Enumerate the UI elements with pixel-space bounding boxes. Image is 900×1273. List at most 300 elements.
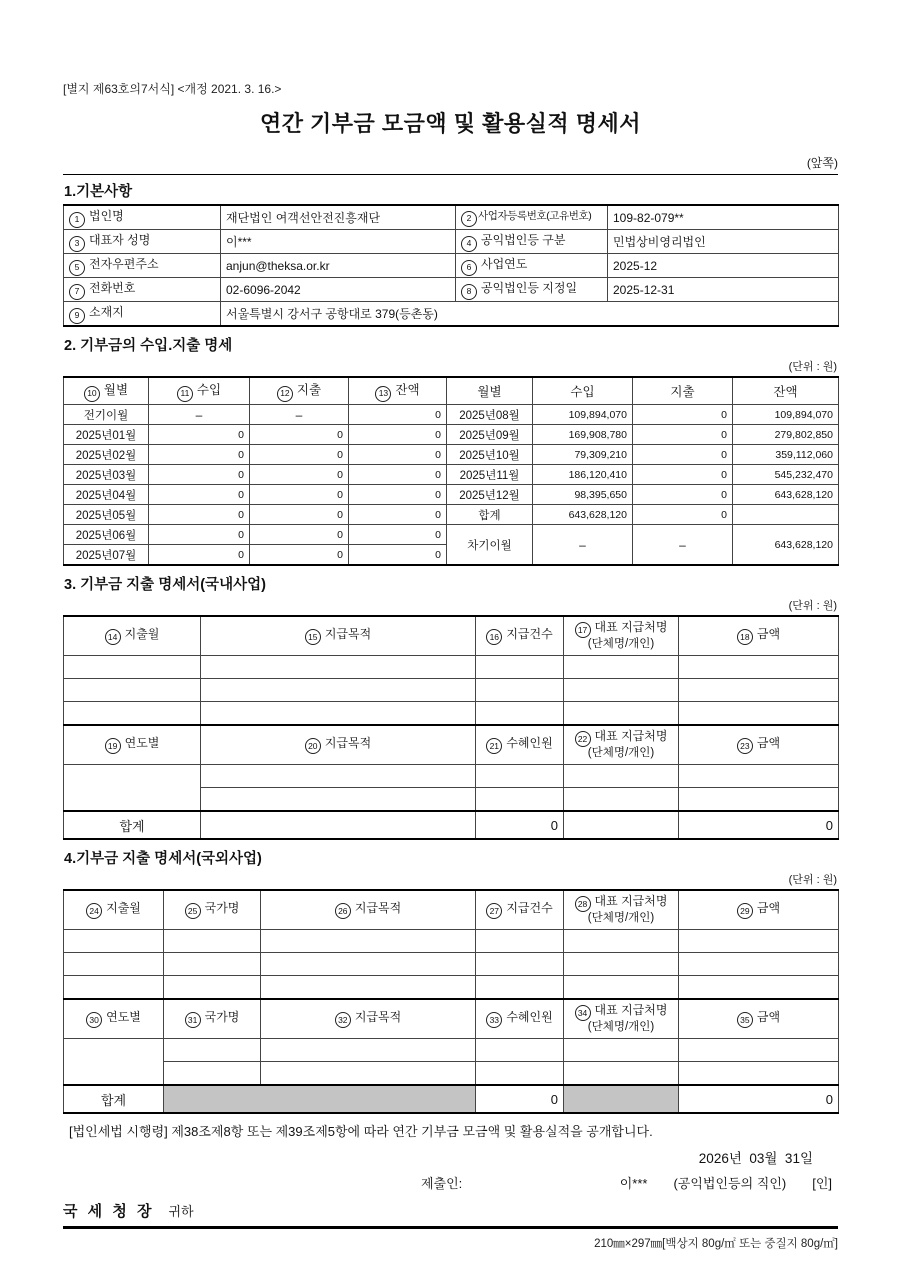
month-cell: 2025년07월 xyxy=(64,545,149,566)
circled-number: 1 xyxy=(69,212,85,228)
empty-cell xyxy=(679,1039,839,1062)
unit-label: (단위 : 원) xyxy=(788,361,837,373)
circled-number: 6 xyxy=(461,260,477,276)
empty-cell xyxy=(679,976,839,1000)
empty-cell xyxy=(476,953,564,976)
empty-cell xyxy=(261,953,476,976)
header-label xyxy=(638,382,727,400)
amount-cell: – xyxy=(633,525,733,566)
header-row xyxy=(64,725,839,765)
recipient-title: 국 세 청 장 xyxy=(63,1203,155,1220)
empty-cell xyxy=(679,679,839,702)
header-label-text: 연도별 xyxy=(124,735,160,750)
amount-cell: 0 xyxy=(349,445,447,465)
flow-row xyxy=(64,405,839,425)
circled-number: 35 xyxy=(737,1012,753,1028)
column-header xyxy=(164,890,261,930)
column-header xyxy=(201,616,476,656)
header-label xyxy=(154,380,244,401)
circled-number: 31 xyxy=(185,1012,201,1028)
field-label xyxy=(64,254,221,278)
empty-cell xyxy=(564,679,679,702)
section2-heading: 2. 기부금의 수입.지출 명세 xyxy=(64,338,233,354)
header-sublabel: (단체명/개인) xyxy=(587,747,655,760)
column-header xyxy=(564,890,679,930)
amount-cell: 0 xyxy=(250,485,349,505)
header-label xyxy=(738,382,833,400)
header-label xyxy=(69,627,195,645)
month-cell: 합계 xyxy=(447,505,533,525)
header-label xyxy=(684,627,833,645)
field-label xyxy=(456,205,608,230)
column-header xyxy=(564,999,679,1039)
circled-number: 14 xyxy=(105,629,121,645)
header-row xyxy=(64,999,839,1039)
header-sublabel: (단체명/개인) xyxy=(587,912,655,925)
empty-row xyxy=(64,976,839,1000)
field-value: 민법상비영리법인 xyxy=(608,230,839,254)
page-title: 연간 기부금 모금액 및 활용실적 명세서 xyxy=(259,111,642,136)
column-header xyxy=(533,377,633,405)
column-header xyxy=(201,725,476,765)
empty-cell xyxy=(679,930,839,953)
column-header xyxy=(679,725,839,765)
submitter-label: 제출인: xyxy=(421,1176,463,1191)
amount-cell: 0 xyxy=(250,545,349,566)
total-amount: 0 xyxy=(679,1085,839,1113)
month-cell: 2025년01월 xyxy=(64,425,149,445)
circled-number: 2 xyxy=(461,211,477,227)
field-value: 재단법인 여객선안전진흥재단 xyxy=(221,205,456,230)
amount-cell: 0 xyxy=(633,485,733,505)
amount-cell: 0 xyxy=(250,525,349,545)
flow-row xyxy=(64,465,839,485)
header-label-text: 월별 xyxy=(103,383,129,398)
header-label xyxy=(481,901,558,919)
amount-cell: 0 xyxy=(349,545,447,566)
header-label-text: 지출월 xyxy=(106,900,141,915)
header-label-text: 지급건수 xyxy=(506,626,553,641)
flow-row xyxy=(64,445,839,465)
header-label-text: 금액 xyxy=(756,626,781,641)
field-value: 02-6096-2042 xyxy=(221,278,456,302)
circled-number: 15 xyxy=(305,629,321,645)
column-header xyxy=(564,616,679,656)
amount-cell: 109,894,070 xyxy=(533,405,633,425)
header-label-text: 지급목적 xyxy=(354,900,402,915)
total-fill-cell xyxy=(564,811,679,839)
column-header xyxy=(476,999,564,1039)
empty-cell xyxy=(261,1062,476,1086)
header-label-text: 수혜인원 xyxy=(506,1009,553,1024)
empty-cell xyxy=(164,1039,261,1062)
empty-cell xyxy=(476,930,564,953)
header-label xyxy=(481,736,558,754)
amount-cell: 0 xyxy=(149,525,250,545)
header-label xyxy=(481,1010,558,1028)
empty-cell xyxy=(201,679,476,702)
field-label-text: 법인명 xyxy=(89,209,124,224)
empty-cell xyxy=(476,788,564,812)
section1-heading: 1.기본사항 xyxy=(64,184,133,200)
empty-cell xyxy=(64,930,164,953)
circled-number: 28 xyxy=(575,896,591,912)
circled-number: 20 xyxy=(305,738,321,754)
amount-cell: 0 xyxy=(349,485,447,505)
recipient-line xyxy=(63,1200,838,1221)
header-label-text: 지급목적 xyxy=(324,626,372,641)
amount-cell: – xyxy=(533,525,633,566)
submitter-line xyxy=(63,1173,838,1192)
carry-label: 차기이월 xyxy=(447,525,533,566)
header-label xyxy=(266,1010,470,1028)
header-label-text: 지급목적 xyxy=(324,735,372,750)
circled-number: 19 xyxy=(105,738,121,754)
empty-cell xyxy=(476,656,564,679)
field-label-text: 공익법인등 구분 xyxy=(481,233,566,248)
amount-cell: 0 xyxy=(149,465,250,485)
column-header xyxy=(476,890,564,930)
header-label xyxy=(69,736,195,754)
field-value: 서울특별시 강서구 공항대로 379(등촌동) xyxy=(221,302,839,327)
amount-cell: 109,894,070 xyxy=(733,405,839,425)
column-header xyxy=(64,999,164,1039)
circled-number: 25 xyxy=(185,903,201,919)
empty-cell xyxy=(476,1039,564,1062)
header-sublabel: (단체명/개인) xyxy=(587,1021,655,1034)
field-label-text: 전화번호 xyxy=(89,281,136,296)
header-sublabel: (단체명/개인) xyxy=(587,638,655,651)
header-label-text: 대표 지급처명 xyxy=(594,893,668,908)
amount-cell: 0 xyxy=(149,505,250,525)
amount-cell: – xyxy=(250,405,349,425)
circled-number: 3 xyxy=(69,236,85,252)
column-header xyxy=(261,890,476,930)
empty-row xyxy=(64,930,839,953)
empty-cell xyxy=(679,702,839,726)
amount-cell: 0 xyxy=(633,505,733,525)
unit-label: (단위 : 원) xyxy=(788,600,837,612)
column-header xyxy=(476,725,564,765)
header-label-text: 지급목적 xyxy=(354,1009,402,1024)
column-header xyxy=(64,725,201,765)
header-label-text: 연도별 xyxy=(106,1009,141,1024)
donation-flow-table xyxy=(63,376,839,566)
amount-cell: 79,309,210 xyxy=(533,445,633,465)
amount-cell: 0 xyxy=(633,405,733,425)
header-label-text: 월별 xyxy=(477,385,502,399)
header-label xyxy=(206,736,470,754)
form-reference: [별지 제63호의7서식] <개정 2021. 3. 16.> xyxy=(63,82,282,96)
empty-cell xyxy=(261,930,476,953)
header-label-text: 잔액 xyxy=(773,385,798,399)
amount-cell: 0 xyxy=(349,525,447,545)
empty-cell xyxy=(164,976,261,1000)
amount-cell: 0 xyxy=(349,465,447,485)
circled-number: 21 xyxy=(486,738,502,754)
field-label-text: 사업자등록번호(고유번호) xyxy=(478,210,592,223)
month-cell: 2025년09월 xyxy=(447,425,533,445)
field-label xyxy=(456,254,608,278)
field-label-text: 사업연도 xyxy=(481,257,528,272)
column-header xyxy=(261,999,476,1039)
field-value: 2025-12 xyxy=(608,254,839,278)
column-header xyxy=(164,999,261,1039)
header-label xyxy=(255,380,343,401)
seal-mark: [인] xyxy=(812,1176,832,1191)
header-label-text: 지출월 xyxy=(124,626,160,641)
field-label xyxy=(64,302,221,327)
empty-cell xyxy=(261,976,476,1000)
field-label-text: 소재지 xyxy=(89,305,124,320)
info-row xyxy=(64,205,839,230)
empty-cell xyxy=(476,702,564,726)
total-label: 합계 xyxy=(64,1085,164,1113)
info-row xyxy=(64,278,839,302)
total-fill-cell xyxy=(201,811,476,839)
empty-cell xyxy=(679,953,839,976)
header-label xyxy=(569,729,673,747)
month-cell: 2025년06월 xyxy=(64,525,149,545)
column-header xyxy=(679,999,839,1039)
empty-cell xyxy=(64,976,164,1000)
amount-cell: 0 xyxy=(149,425,250,445)
circled-number: 32 xyxy=(335,1012,351,1028)
field-value: 2025-12-31 xyxy=(608,278,839,302)
empty-cell xyxy=(564,656,679,679)
circled-number: 12 xyxy=(277,386,293,402)
header-label-text: 잔액 xyxy=(395,383,420,398)
header-label-text: 국가명 xyxy=(204,1009,240,1024)
amount-cell xyxy=(733,505,839,525)
circled-number: 9 xyxy=(69,308,85,324)
header-label xyxy=(354,380,441,401)
header-label xyxy=(266,901,470,919)
month-cell: 2025년05월 xyxy=(64,505,149,525)
info-row xyxy=(64,302,839,327)
section4-heading: 4.기부금 지출 명세서(국외사업) xyxy=(64,851,262,867)
header-row xyxy=(64,616,839,656)
month-cell: 2025년02월 xyxy=(64,445,149,465)
column-header xyxy=(149,377,250,405)
month-cell: 2025년08월 xyxy=(447,405,533,425)
month-cell: 전기이월 xyxy=(64,405,149,425)
field-label xyxy=(456,230,608,254)
empty-row xyxy=(64,1062,839,1086)
empty-cell xyxy=(564,788,679,812)
amount-cell: – xyxy=(149,405,250,425)
page-side-label: (앞쪽) xyxy=(806,156,838,170)
empty-cell xyxy=(201,656,476,679)
info-row xyxy=(64,254,839,278)
empty-cell xyxy=(476,679,564,702)
amount-cell: 0 xyxy=(250,425,349,445)
empty-cell xyxy=(164,1062,261,1086)
submitter-name: 이*** xyxy=(619,1176,648,1191)
empty-row xyxy=(64,656,839,679)
empty-cell xyxy=(64,702,201,726)
amount-cell: 98,395,650 xyxy=(533,485,633,505)
amount-cell: 169,908,780 xyxy=(533,425,633,445)
circled-number: 16 xyxy=(486,629,502,645)
amount-cell: 186,120,410 xyxy=(533,465,633,485)
column-header xyxy=(564,725,679,765)
column-header xyxy=(64,890,164,930)
empty-cell xyxy=(679,765,839,788)
flow-row xyxy=(64,425,839,445)
donation-flow-header-row xyxy=(64,377,839,405)
column-header xyxy=(349,377,447,405)
circled-number: 33 xyxy=(486,1012,502,1028)
column-header xyxy=(64,377,149,405)
declaration-text: [법인세법 시행령] 제38조제8항 또는 제39조제5항에 따라 연간 기부금 모금액 및 활용실적을 공개합니다. xyxy=(69,1124,653,1139)
basic-info-table xyxy=(63,204,839,327)
field-label-text: 전자우편주소 xyxy=(89,257,159,272)
empty-cell xyxy=(564,1062,679,1086)
empty-cell xyxy=(64,765,201,812)
top-rule xyxy=(63,174,838,175)
empty-row xyxy=(64,702,839,726)
circled-number: 5 xyxy=(69,260,85,276)
empty-cell xyxy=(564,930,679,953)
empty-cell xyxy=(164,930,261,953)
total-row xyxy=(64,1085,839,1113)
header-label xyxy=(569,894,673,912)
amount-cell: 0 xyxy=(349,425,447,445)
month-cell: 2025년03월 xyxy=(64,465,149,485)
amount-cell: 0 xyxy=(250,505,349,525)
empty-cell xyxy=(564,953,679,976)
total-count: 0 xyxy=(476,1085,564,1113)
empty-cell xyxy=(64,1039,164,1086)
month-cell: 2025년04월 xyxy=(64,485,149,505)
seal-note: (공익법인등의 직인) xyxy=(673,1176,787,1191)
total-amount: 0 xyxy=(679,811,839,839)
circled-number: 34 xyxy=(575,1005,591,1021)
header-label-text: 국가명 xyxy=(204,900,240,915)
month-cell: 2025년10월 xyxy=(447,445,533,465)
header-label-text: 대표 지급처명 xyxy=(594,619,668,634)
header-label xyxy=(481,627,558,645)
header-label xyxy=(684,736,833,754)
empty-cell xyxy=(64,679,201,702)
empty-row xyxy=(64,953,839,976)
field-value: 이*** xyxy=(221,230,456,254)
empty-row xyxy=(64,765,839,788)
field-label xyxy=(64,278,221,302)
amount-cell: 279,802,850 xyxy=(733,425,839,445)
flow-row xyxy=(64,485,839,505)
header-label xyxy=(206,627,470,645)
submission-date: 2026년 03월 31일 xyxy=(698,1151,813,1166)
empty-row xyxy=(64,1039,839,1062)
month-cell: 2025년12월 xyxy=(447,485,533,505)
header-label-text: 수입 xyxy=(570,385,595,399)
header-label xyxy=(684,901,833,919)
empty-cell xyxy=(64,953,164,976)
column-header xyxy=(250,377,349,405)
empty-cell xyxy=(476,976,564,1000)
amount-cell: 0 xyxy=(149,545,250,566)
empty-cell xyxy=(679,1062,839,1086)
circled-number: 23 xyxy=(737,738,753,754)
circled-number: 22 xyxy=(575,731,591,747)
flow-row xyxy=(64,525,839,545)
empty-cell xyxy=(564,765,679,788)
empty-cell xyxy=(679,788,839,812)
header-label xyxy=(569,620,673,638)
circled-number: 27 xyxy=(486,903,502,919)
column-header xyxy=(633,377,733,405)
header-label xyxy=(169,1010,255,1028)
circled-number: 24 xyxy=(86,903,102,919)
paper-spec-note: 210㎜×297㎜[백상지 80g/㎡ 또는 중질지 80g/㎡] xyxy=(594,1238,838,1250)
circled-number: 18 xyxy=(737,629,753,645)
column-header xyxy=(476,616,564,656)
header-row xyxy=(64,890,839,930)
total-row xyxy=(64,811,839,839)
column-header xyxy=(733,377,839,405)
field-value: anjun@theksa.or.kr xyxy=(221,254,456,278)
empty-cell xyxy=(679,656,839,679)
header-label xyxy=(69,380,143,401)
circled-number: 13 xyxy=(375,386,391,402)
field-label xyxy=(456,278,608,302)
info-row xyxy=(64,230,839,254)
header-label xyxy=(452,382,527,400)
field-label-text: 공익법인등 지정일 xyxy=(481,281,578,296)
header-label-text: 금액 xyxy=(756,735,781,750)
amount-cell: 0 xyxy=(250,445,349,465)
amount-cell: 0 xyxy=(250,465,349,485)
header-label-text: 지급건수 xyxy=(506,900,553,915)
empty-cell xyxy=(476,1062,564,1086)
header-label-text: 수입 xyxy=(196,383,222,398)
amount-cell: 643,628,120 xyxy=(733,525,839,566)
amount-cell: 0 xyxy=(149,445,250,465)
field-label-text: 대표자 성명 xyxy=(89,233,151,248)
header-label-text: 지출 xyxy=(296,383,322,398)
total-fill-cell xyxy=(164,1085,476,1113)
recipient-suffix: 귀하 xyxy=(168,1204,194,1219)
unit-label: (단위 : 원) xyxy=(788,874,837,886)
header-label-text: 금액 xyxy=(756,1009,781,1024)
header-label-text: 지출 xyxy=(670,385,695,399)
circled-number: 30 xyxy=(86,1012,102,1028)
empty-cell xyxy=(201,702,476,726)
empty-cell xyxy=(201,788,476,812)
empty-cell xyxy=(261,1039,476,1062)
amount-cell: 359,112,060 xyxy=(733,445,839,465)
circled-number: 7 xyxy=(69,284,85,300)
column-header xyxy=(679,616,839,656)
month-cell: 2025년11월 xyxy=(447,465,533,485)
column-header xyxy=(64,616,201,656)
circled-number: 29 xyxy=(737,903,753,919)
amount-cell: 643,628,120 xyxy=(733,485,839,505)
empty-row xyxy=(64,679,839,702)
circled-number: 11 xyxy=(177,386,193,402)
circled-number: 8 xyxy=(461,284,477,300)
total-label: 합계 xyxy=(64,811,201,839)
bottom-rule xyxy=(63,1226,838,1229)
header-label xyxy=(69,1010,158,1028)
empty-cell xyxy=(201,765,476,788)
empty-cell xyxy=(64,656,201,679)
field-value: 109-82-079** xyxy=(608,205,839,230)
amount-cell: 0 xyxy=(633,445,733,465)
circled-number: 26 xyxy=(335,903,351,919)
